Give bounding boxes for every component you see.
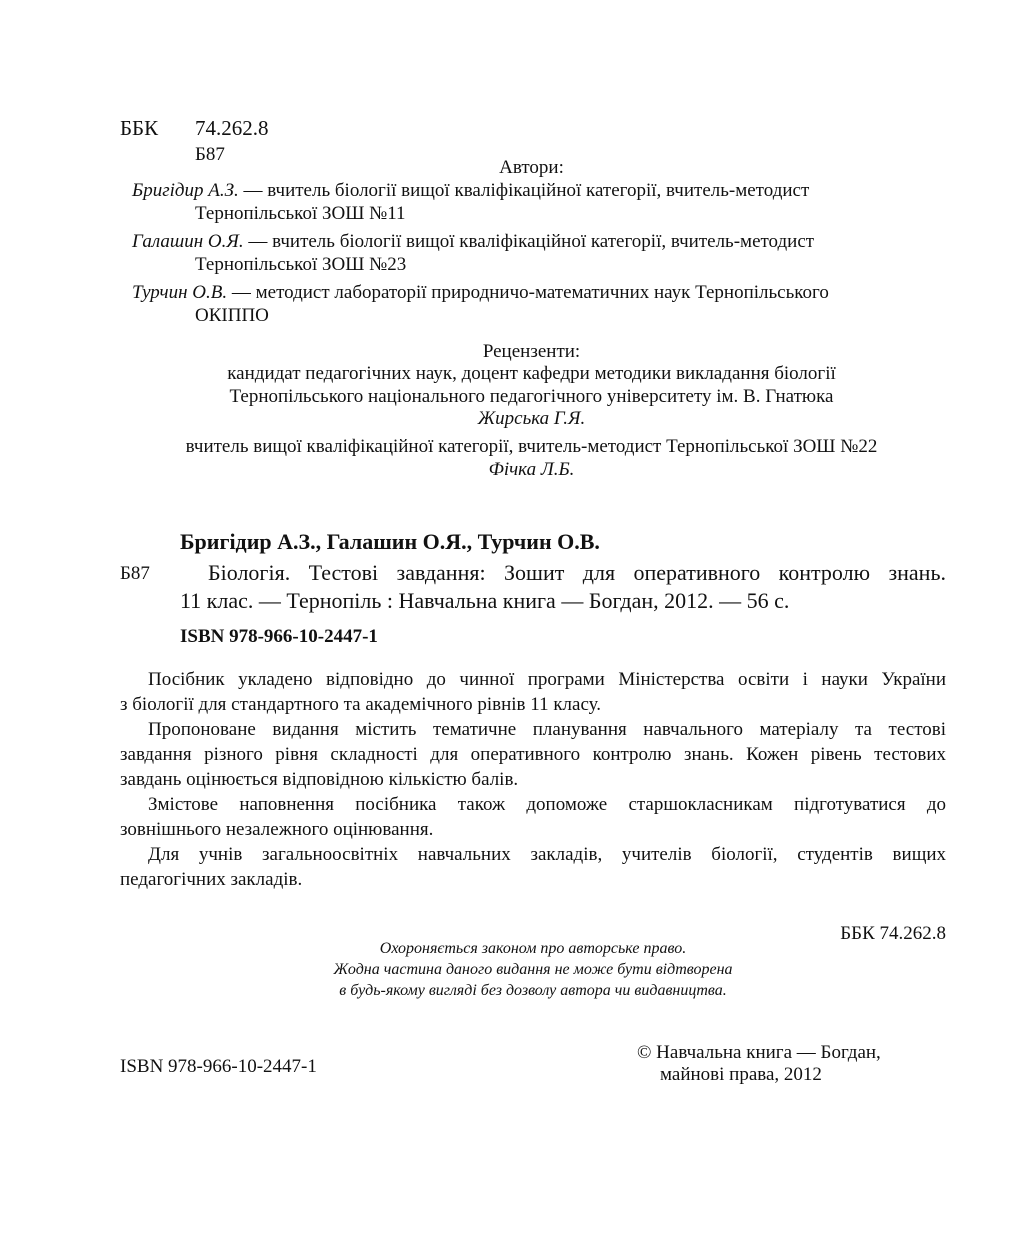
authors-heading: Автори:: [499, 157, 564, 178]
bbk-label: ББК: [120, 116, 159, 140]
footer-isbn: ISBN 978-966-10-2447-1: [120, 1056, 317, 1077]
author-position: — вчитель біології вищої кваліфікаційної категорії, вчитель-методист: [243, 231, 815, 252]
reviewer-1-institution: Тернопільського національного педагогічного університету ім. В. Гнатюка: [229, 386, 834, 407]
author-name: Турчин О.В.: [132, 282, 228, 303]
annotation-line: завдань оцінюється відповідною кількістю балів.: [120, 769, 519, 790]
author-school: Тернопільської ЗОШ №11: [195, 203, 406, 224]
annotation-line: зовнішнього незалежного оцінювання.: [120, 819, 434, 840]
copyright-line-1: © Навчальна книга — Богдан,: [637, 1042, 881, 1063]
catalog-mark: Б87: [120, 563, 150, 584]
copyright-notice-line: в будь-якому вигляді без дозволу автора чи видавництва.: [339, 982, 727, 999]
annotation: [120, 667, 946, 892]
annotation-line: Для учнів загальноосвітніх навчальних закладів, учителів біології, студентів вищих: [148, 844, 946, 865]
annotation-line: Змістове наповнення посібника також допоможе старшокласникам підготуватися до: [148, 794, 946, 815]
author-position: — вчитель біології вищої кваліфікаційної категорії, вчитель-методист: [238, 180, 810, 201]
catalog-title-line-1: Біологія. Тестові завдання: Зошит для оперативного контролю знань.: [208, 560, 946, 585]
footer-bbk: ББК 74.262.8: [840, 923, 946, 944]
author-school: ОКІППО: [195, 305, 269, 326]
author-name: Галашин О.Я.: [132, 231, 244, 252]
annotation-line: Посібник укладено відповідно до чинної програми Міністерства освіти і науки України: [148, 669, 946, 690]
reviewer-1-position: кандидат педагогічних наук, доцент кафедри методики викладання біології: [227, 363, 836, 384]
annotation-line: педагогічних закладів.: [120, 869, 303, 890]
copyright-notice-line: Охороняється законом про авторське право.: [379, 940, 687, 957]
author-mark: Б87: [195, 144, 225, 165]
reviewers-heading: Рецензенти:: [482, 341, 581, 362]
copyright-notice: [0, 938, 1033, 1001]
author-position: — методист лабораторії природничо-математичних наук Тернопільського: [227, 282, 829, 303]
author-name: Бригідир А.З.: [132, 180, 239, 201]
annotation-line: завдання різного рівня складності для оперативного контролю знань. Кожен рівень тестових: [120, 744, 946, 765]
reviewer-2-position: вчитель вищої кваліфікаційної категорії, вчитель-методист Тернопільської ЗОШ №22: [185, 436, 878, 457]
reviewer-2-name: Фічка Л.Б.: [488, 459, 575, 480]
annotation-line: з біології для стандартного та академічного рівнів 11 класу.: [120, 694, 601, 715]
copyright-line-2: майнові права, 2012: [660, 1064, 822, 1085]
copyright-notice-line: Жодна частина даного видання не може бути відтворена: [333, 961, 733, 978]
bbk-code: 74.262.8: [195, 116, 269, 140]
reviewer-1-name: Жирська Г.Я.: [477, 408, 586, 429]
catalog-isbn: ISBN 978-966-10-2447-1: [180, 626, 378, 647]
catalog-title-line-2: 11 клас. — Тернопіль : Навчальна книга — Богдан, 2012. — 56 с.: [180, 588, 790, 613]
author-school: Тернопільської ЗОШ №23: [195, 254, 407, 275]
catalog-authors: Бригідир А.З., Галашин О.Я., Турчин О.В.: [180, 529, 600, 554]
annotation-line: Пропоноване видання містить тематичне планування навчального матеріалу та тестові: [148, 719, 946, 740]
